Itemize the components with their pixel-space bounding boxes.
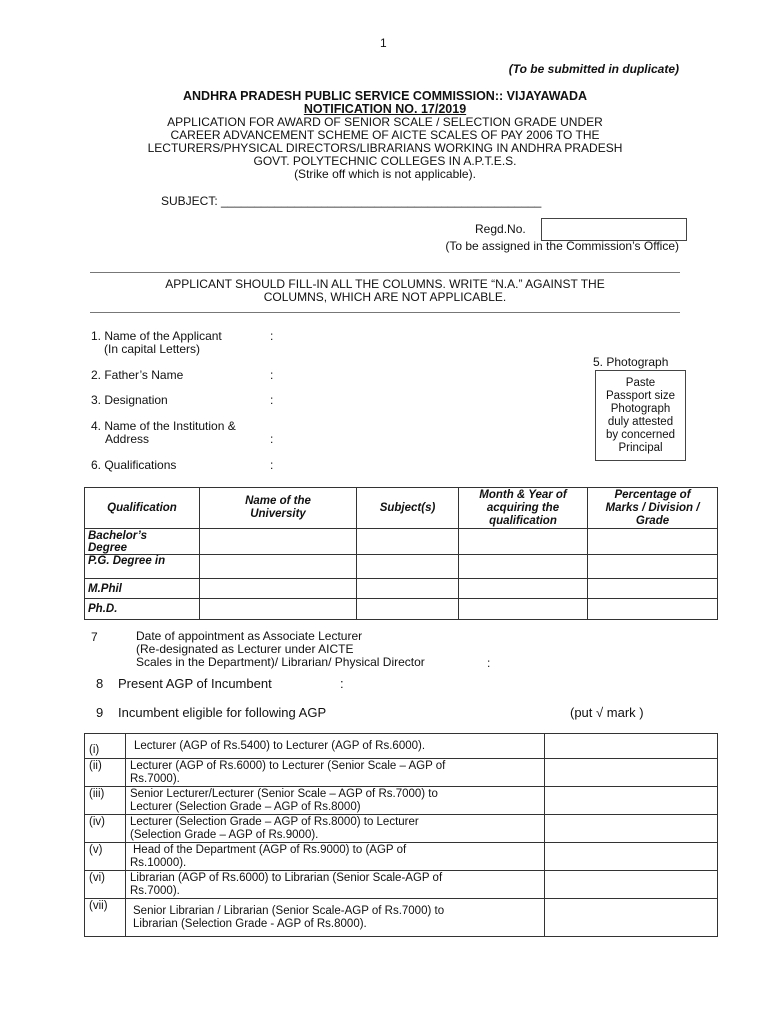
agp-row-description: Senior Lecturer/Lecturer (Senior Scale – AGP of Rs.7000) to Lecturer (Selection Grade – AGP of Rs.8000): [126, 787, 545, 815]
row-label: Ph.D.: [85, 599, 200, 620]
qualifications-table: [84, 487, 718, 620]
item-9-label: Incumbent eligible for following AGP: [118, 705, 327, 720]
photograph-label: 5. Photograph: [593, 355, 669, 369]
item-7-label: Date of appointment as Associate Lecturer (Re-designated as Lecturer under AICTE Scales in the Department)/ Librarian/ Physical Director: [136, 629, 425, 669]
item-7-field[interactable]: :: [487, 656, 491, 670]
photo-line: Principal: [618, 442, 663, 454]
institution-field[interactable]: :: [270, 432, 274, 446]
table-cell[interactable]: [357, 579, 459, 599]
table-cell[interactable]: [357, 555, 459, 579]
photograph-box[interactable]: [595, 370, 686, 461]
table-cell[interactable]: [357, 599, 459, 620]
agp-row-description: Lecturer (AGP of Rs.5400) to Lecturer (AGP of Rs.6000).: [126, 734, 545, 759]
table-cell[interactable]: [459, 529, 588, 555]
agp-row-number: (iii): [85, 787, 126, 815]
agp-row-description: Head of the Department (AGP of Rs.9000) to (AGP of Rs.10000).: [126, 843, 545, 871]
agp-tick-cell[interactable]: [545, 759, 718, 787]
table-cell[interactable]: [200, 579, 357, 599]
agp-tick-cell[interactable]: [545, 871, 718, 899]
item-7-number: 7: [91, 630, 98, 644]
agp-row: [85, 759, 718, 787]
agp-row-description: Librarian (AGP of Rs.6000) to Librarian (Senior Scale-AGP of Rs.7000).: [126, 871, 545, 899]
table-row: [85, 579, 718, 599]
father-name-field[interactable]: :: [270, 368, 274, 382]
agp-row-description: Senior Librarian / Librarian (Senior Scale-AGP of Rs.7000) to Librarian (Selection Grade - AGP of Rs.8000).: [126, 899, 545, 937]
table-cell[interactable]: [588, 529, 718, 555]
photo-line: Photograph: [610, 403, 671, 415]
agp-row-number: (iv): [85, 815, 126, 843]
row-label: Bachelor’s Degree: [85, 529, 200, 555]
duplicate-note: (To be submitted in duplicate): [508, 62, 679, 76]
table-cell[interactable]: [200, 555, 357, 579]
row-label: M.Phil: [85, 579, 200, 599]
column-header: Qualification: [85, 488, 200, 529]
agp-row: [85, 899, 718, 937]
agp-row-number: (vi): [85, 871, 126, 899]
agp-row-number: (i): [85, 734, 126, 759]
photo-line: Paste: [625, 377, 656, 389]
agp-row: [85, 734, 718, 759]
institution-label: 4. Name of the Institution &: [91, 419, 236, 433]
agp-tick-cell[interactable]: [545, 787, 718, 815]
table-cell[interactable]: [459, 555, 588, 579]
agp-row: [85, 815, 718, 843]
item-8-label: Present AGP of Incumbent: [118, 676, 272, 691]
photo-line: Passport size: [605, 390, 676, 402]
agp-row-description: Lecturer (Selection Grade – AGP of Rs.8000) to Lecturer (Selection Grade – AGP of Rs.9000).: [126, 815, 545, 843]
applicant-name-sublabel: (In capital Letters): [104, 342, 201, 356]
regd-number-box[interactable]: [541, 218, 687, 241]
designation-field[interactable]: :: [270, 393, 274, 407]
qualifications-colon: :: [270, 458, 274, 472]
page-number: 1: [380, 36, 387, 50]
agp-row-description: Lecturer (AGP of Rs.6000) to Lecturer (Senior Scale – AGP of Rs.7000).: [126, 759, 545, 787]
subject-line[interactable]: SUBJECT: ________________________________________________: [161, 194, 542, 208]
application-heading: [0, 116, 770, 181]
table-cell[interactable]: [459, 579, 588, 599]
notification-number: NOTIFICATION NO. 17/2019: [303, 102, 467, 116]
divider-bottom: [90, 312, 680, 313]
regd-label: Regd.No.: [475, 222, 526, 236]
tick-mark-note: (put √ mark ): [570, 705, 644, 720]
table-cell[interactable]: [588, 579, 718, 599]
column-header: Subject(s): [357, 488, 459, 529]
heading-line: APPLICATION FOR AWARD OF SENIOR SCALE / SELECTION GRADE UNDER: [167, 115, 603, 129]
institution-address-label: Address: [105, 432, 150, 446]
agp-row-number: (vii): [85, 899, 126, 937]
column-header: Name of the University: [200, 488, 357, 529]
applicant-name-label: 1. Name of the Applicant: [91, 329, 222, 343]
photo-line: by concerned: [605, 429, 676, 441]
table-cell[interactable]: [588, 599, 718, 620]
photo-line: duly attested: [607, 416, 674, 428]
father-name-label: 2. Father’s Name: [91, 368, 184, 382]
agp-row: [85, 871, 718, 899]
heading-line: LECTURERS/PHYSICAL DIRECTORS/LIBRARIANS WORKING IN ANDHRA PRADESH: [147, 141, 623, 155]
table-row: [85, 555, 718, 579]
applicant-name-field[interactable]: :: [270, 329, 274, 343]
instruction-line: APPLICANT SHOULD FILL-IN ALL THE COLUMNS. WRITE “N.A.” AGAINST THE: [165, 277, 605, 291]
agp-row: [85, 843, 718, 871]
table-cell[interactable]: [200, 599, 357, 620]
heading-line: GOVT. POLYTECHNIC COLLEGES IN A.P.T.E.S.: [253, 154, 517, 168]
strike-note: (Strike off which is not applicable).: [294, 167, 476, 181]
instruction-text: [90, 278, 680, 304]
instruction-line: COLUMNS, WHICH ARE NOT APPLICABLE.: [263, 290, 507, 304]
table-cell[interactable]: [357, 529, 459, 555]
table-cell[interactable]: [200, 529, 357, 555]
commission-title: ANDHRA PRADESH PUBLIC SERVICE COMMISSION:: VIJAYAWADA: [183, 89, 587, 103]
table-row: [85, 529, 718, 555]
agp-row-number: (ii): [85, 759, 126, 787]
item-8-number: 8: [96, 676, 104, 691]
agp-tick-cell[interactable]: [545, 843, 718, 871]
table-header-row: [85, 488, 718, 529]
table-cell[interactable]: [459, 599, 588, 620]
agp-table: [84, 733, 718, 937]
agp-row: [85, 787, 718, 815]
item-9-number: 9: [96, 705, 104, 720]
qualifications-label: 6. Qualifications: [91, 458, 177, 472]
table-row: [85, 599, 718, 620]
agp-tick-cell[interactable]: [545, 815, 718, 843]
designation-label: 3. Designation: [91, 393, 168, 407]
agp-tick-cell[interactable]: [545, 899, 718, 937]
column-header: Month & Year of acquiring the qualification: [459, 488, 588, 529]
table-cell[interactable]: [588, 555, 718, 579]
item-8-field[interactable]: :: [340, 676, 344, 691]
row-label: P.G. Degree in: [85, 555, 200, 579]
heading-line: CAREER ADVANCEMENT SCHEME OF AICTE SCALES OF PAY 2006 TO THE: [170, 128, 600, 142]
regd-note: (To be assigned in the Commission’s Office): [445, 239, 679, 253]
agp-row-number: (v): [85, 843, 126, 871]
agp-tick-cell[interactable]: [545, 734, 718, 759]
column-header: Percentage of Marks / Division / Grade: [588, 488, 718, 529]
divider-top: [90, 272, 680, 273]
